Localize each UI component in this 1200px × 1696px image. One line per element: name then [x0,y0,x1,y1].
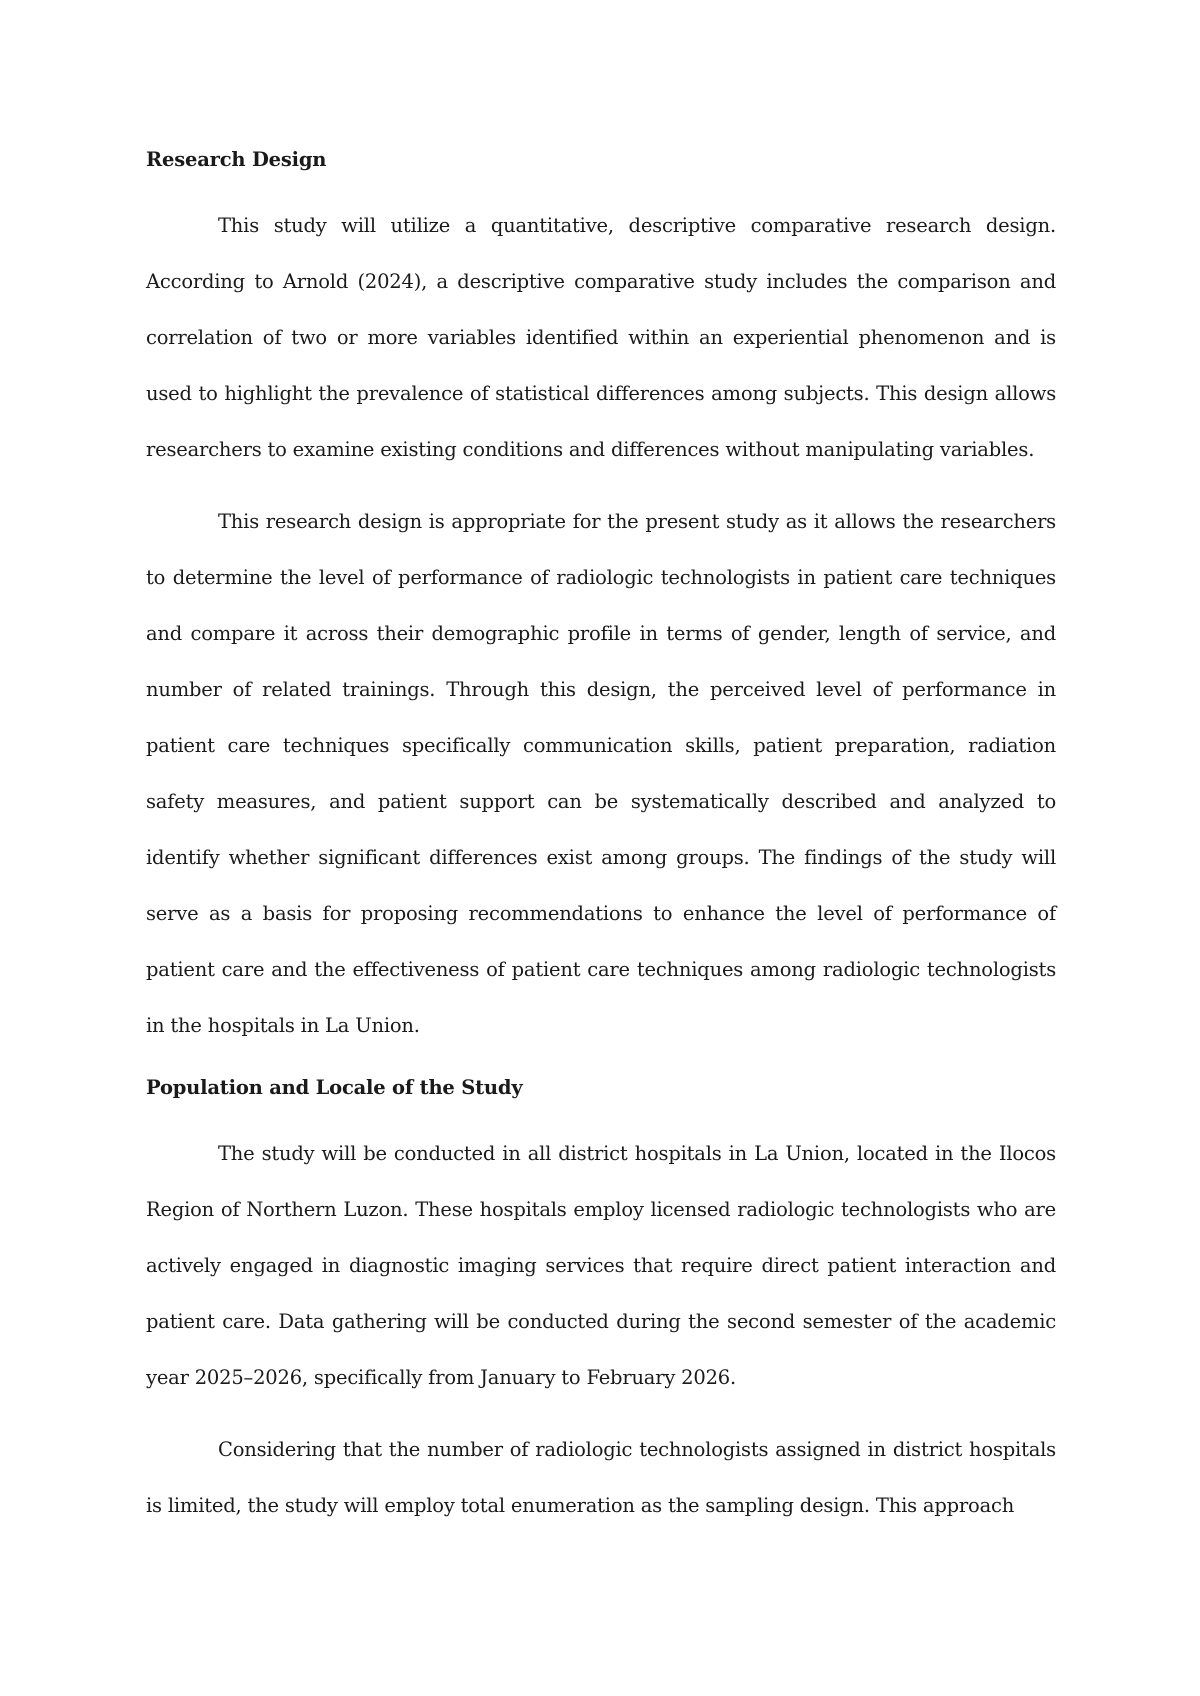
section-heading-population-locale: Population and Locale of the Study [146,1076,523,1099]
document-body [146,142,1056,1550]
paragraph: The study will be conducted in all district hospitals in La Union, located in the Ilocos Region of Northern Luzon. These hospitals employ licensed radiologic technologists who are actively engaged in diagnostic imaging services that require direct patient interaction and patient care. Data gathering will be conducted during the second semester of the academic year 2025–2026, specifically from January to February 2026. [146,1142,1056,1389]
paragraph: Considering that the number of radiologic technologists assigned in district hospitals is limited, the study will employ total enumeration as the sampling design. This approach [146,1438,1056,1517]
paragraph: This research design is appropriate for the present study as it allows the researchers to determine the level of performance of radiologic technologists in patient care techniques and compare it across their demographic profile in terms of gender, length of service, and number of related trainings. Through this design, the perceived level of performance in patient care techniques specifically communication skills, patient preparation, radiation safety measures, and patient support can be systematically described and analyzed to identify whether significant differences exist among groups. The findings of the study will serve as a basis for proposing recommendations to enhance the level of performance of patient care and the effectiveness of patient care techniques among radiologic technologists in the hospitals in La Union. [146,510,1056,1037]
section-heading-research-design: Research Design [146,148,327,171]
paragraph: This study will utilize a quantitative, descriptive comparative research design. According to Arnold (2024), a descriptive comparative study includes the comparison and correlation of two or more variables identified within an experiential phenomenon and is used to highlight the prevalence of statistical differences among subjects. This design allows researchers to examine existing conditions and differences without manipulating variables. [146,214,1056,461]
